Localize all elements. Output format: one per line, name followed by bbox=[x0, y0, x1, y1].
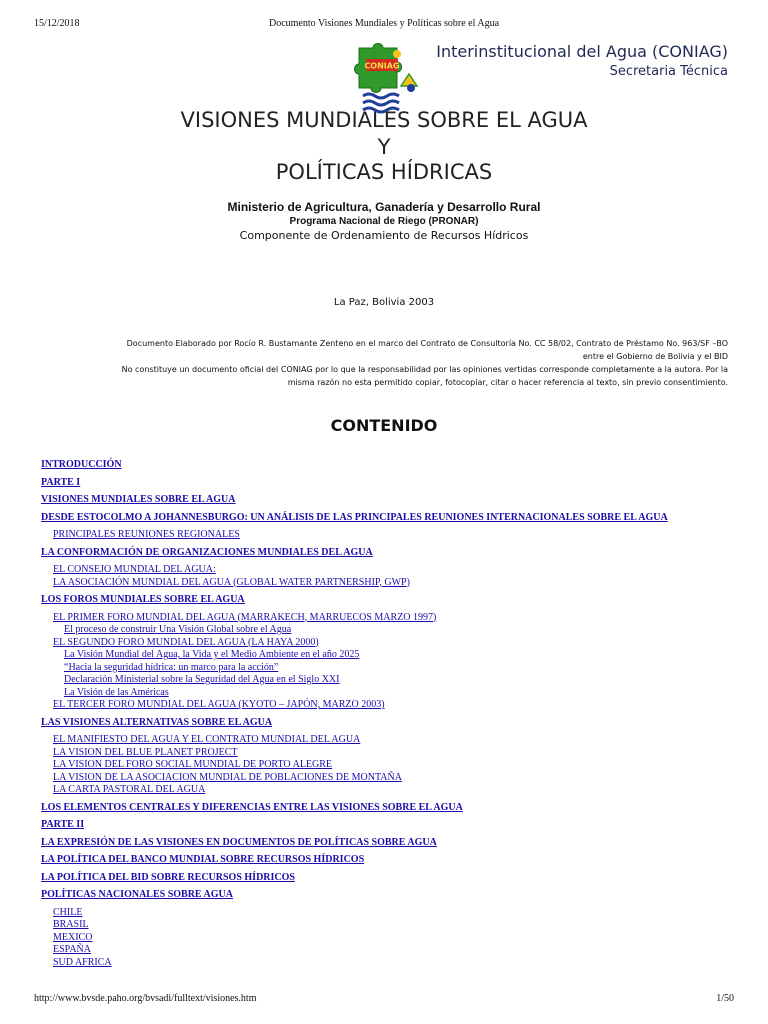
print-header bbox=[0, 18, 768, 32]
toc-link[interactable]: INTRODUCCIÓN bbox=[41, 459, 122, 470]
toc-link[interactable]: POLÍTICAS NACIONALES SOBRE AGUA bbox=[41, 889, 233, 900]
organization-header bbox=[436, 42, 728, 79]
toc-link[interactable]: LA POLÍTICA DEL BID SOBRE RECURSOS HÍDRICOS bbox=[41, 871, 295, 883]
toc-link[interactable]: EL SEGUNDO FORO MUNDIAL DEL AGUA (LA HAYA 2000) bbox=[53, 636, 319, 648]
toc-link[interactable]: LA VISION DEL FORO SOCIAL MUNDIAL DE PORTO ALEGRE bbox=[53, 759, 333, 770]
toc-link[interactable]: LOS ELEMENTOS CENTRALES Y DIFERENCIAS ENTRE LAS VISIONES SOBRE EL AGUA bbox=[41, 801, 463, 813]
toc-link[interactable]: LA EXPRESIÓN DE LAS VISIONES EN DOCUMENTOS DE POLÍTICAS SOBRE AGUA bbox=[41, 836, 437, 848]
toc-link[interactable]: VISIONES MUNDIALES SOBRE EL AGUA bbox=[41, 494, 236, 505]
toc-link[interactable]: La Visión de las Américas bbox=[64, 686, 169, 698]
coniag-logo bbox=[345, 40, 427, 120]
toc-link[interactable]: EL PRIMER FORO MUNDIAL DEL AGUA (MARRAKECH, MARRUECOS MARZO 1997) bbox=[53, 611, 437, 623]
toc-link[interactable]: El proceso de construir Una Visión Global sobre el Agua bbox=[64, 624, 292, 635]
component-name: Componente de Ordenamiento de Recursos Hídricos bbox=[239, 229, 529, 242]
toc-link[interactable]: Declaración Ministerial sobre la Seguridad del Agua en el Siglo XXI bbox=[64, 674, 340, 685]
ministry-name: Ministerio de Agricultura, Ganadería y Desarrollo Rural bbox=[227, 200, 541, 214]
toc-link[interactable]: CHILE bbox=[53, 906, 83, 918]
toc-link[interactable]: MEXICO bbox=[53, 931, 93, 943]
contents-heading: CONTENIDO bbox=[330, 416, 438, 435]
toc-link[interactable]: LA CONFORMACIÓN DE ORGANIZACIONES MUNDIALES DEL AGUA bbox=[41, 546, 373, 558]
organization-name: Interinstitucional del Agua (CONIAG) bbox=[436, 42, 728, 61]
toc-link[interactable]: SUD AFRICA bbox=[53, 956, 112, 968]
disclaimer-line-2: entre el Gobierno de Bolivia y el BID bbox=[582, 352, 728, 361]
toc-link[interactable]: LA POLÍTICA DEL BANCO MUNDIAL SOBRE RECURSOS HÍDRICOS bbox=[41, 854, 365, 865]
disclaimer-line-3: No constituye un documento oficial del CONIAG por lo que la responsabilidad por las opiniones vertidas corresponde completamente a la autora. Por la bbox=[121, 365, 728, 374]
toc-link[interactable]: PARTE II bbox=[41, 819, 85, 830]
toc-link[interactable]: LA CARTA PASTORAL DEL AGUA bbox=[53, 784, 206, 795]
program-name: Programa Nacional de Riego (PRONAR) bbox=[289, 216, 479, 227]
toc-link[interactable]: LA VISION DE LA ASOCIACION MUNDIAL DE POBLACIONES DE MONTAÑA bbox=[53, 771, 402, 783]
toc-link[interactable]: LA ASOCIACIÓN MUNDIAL DEL AGUA (GLOBAL WATER PARTNERSHIP, GWP) bbox=[53, 576, 410, 588]
toc-link[interactable]: LOS FOROS MUNDIALES SOBRE EL AGUA bbox=[41, 594, 245, 605]
toc-link[interactable]: EL CONSEJO MUNDIAL DEL AGUA: bbox=[53, 564, 216, 575]
toc-link[interactable]: La Visión Mundial del Agua, la Vida y el Medio Ambiente en el año 2025 bbox=[64, 649, 360, 660]
print-page-number: 1/50 bbox=[716, 993, 734, 1004]
print-url: http://www.bvsde.paho.org/bvsadi/fulltext/visiones.htm bbox=[34, 993, 257, 1004]
toc-link[interactable]: PRINCIPALES REUNIONES REGIONALES bbox=[53, 529, 240, 540]
disclaimer-line-1: Documento Elaborado por Rocío R. Bustamante Zenteno en el marco del Contrato de Consultoría No. CC 58/02, Contrato de Préstamo No. 963/SF –BO bbox=[126, 339, 728, 348]
table-of-contents bbox=[41, 459, 731, 969]
place-date: La Paz, Bolivia 2003 bbox=[333, 297, 435, 308]
document-title-line-3: POLÍTICAS HÍDRICAS bbox=[275, 160, 493, 184]
logo-text: CONIAG bbox=[364, 61, 400, 71]
print-date: 15/12/2018 bbox=[34, 18, 80, 29]
toc-link[interactable]: DESDE ESTOCOLMO A JOHANNESBURGO: UN ANÁLISIS DE LAS PRINCIPALES REUNIONES INTERNACIONALES SOBRE EL AGUA bbox=[41, 511, 668, 523]
toc-link[interactable]: ESPAÑA bbox=[53, 944, 91, 955]
document-title-line-1: VISIONES MUNDIALES SOBRE EL AGUA bbox=[180, 108, 588, 132]
toc-link[interactable]: LA VISION DEL BLUE PLANET PROJECT bbox=[53, 746, 238, 758]
toc-link[interactable]: BRASIL bbox=[53, 919, 89, 930]
disclaimer-line-4: misma razón no esta permitido copiar, fotocopiar, citar o hacer referencia al texto, sin previo consentimiento. bbox=[287, 378, 728, 387]
toc-link[interactable]: EL TERCER FORO MUNDIAL DEL AGUA (KYOTO – JAPÓN, MARZO 2003) bbox=[53, 699, 385, 710]
toc-link[interactable]: PARTE I bbox=[41, 476, 81, 488]
organization-subtitle: Secretaria Técnica bbox=[609, 64, 728, 79]
toc-link[interactable]: LAS VISIONES ALTERNATIVAS SOBRE EL AGUA bbox=[41, 716, 273, 728]
document-title-line-2: Y bbox=[377, 135, 391, 159]
print-doc-title: Documento Visiones Mundiales y Políticas sobre el Agua bbox=[268, 18, 500, 29]
toc-link[interactable]: “Hacia la seguridad hídrica: un marco para la acción” bbox=[64, 661, 279, 673]
ministry-block bbox=[0, 200, 768, 242]
disclaimer bbox=[40, 337, 728, 389]
toc-link[interactable]: EL MANIFIESTO DEL AGUA Y EL CONTRATO MUNDIAL DEL AGUA bbox=[53, 734, 361, 745]
